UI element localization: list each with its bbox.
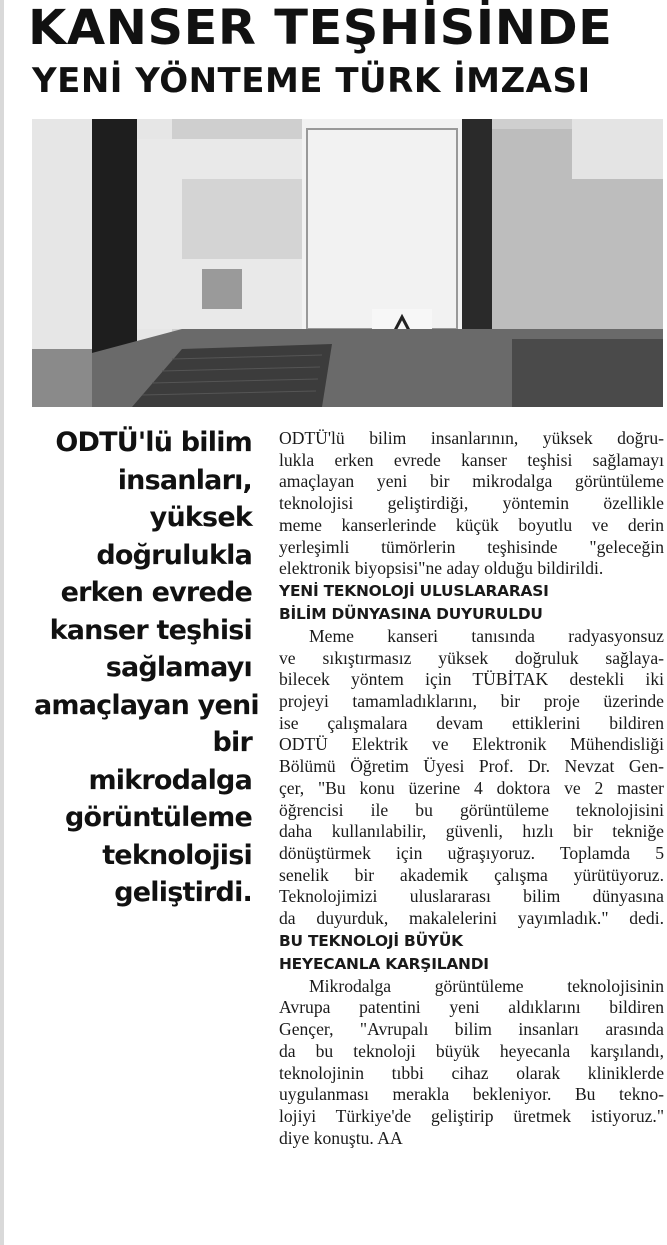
section-subheading: HEYECANLA KARŞILANDI [279,954,489,973]
headline: KANSER TEŞHİSİNDE [28,0,613,56]
body-line: öğrencisi ile bu görüntüleme teknolojisini [279,799,664,820]
body-line: Bölümü Öğretim Üyesi Prof. Dr. Nevzat Gen- [279,756,664,777]
body-line: teknolojinin tıbbi cihaz olarak kliniklerde [279,1062,664,1083]
pull-quote-line: kanser teşhisi [49,614,252,646]
body-line: senelik bir akademik çalışma yürütüyoruz. [279,864,664,885]
pull-quote-line: geliştirdi. [114,877,252,908]
body-line: ve sıkıştırmasız yüksek doğruluk sağlaya- [279,647,664,668]
pull-quote-line: mikrodalga [88,764,252,796]
pull-quote-line: görüntüleme [65,802,252,833]
body-line: çer, "Bu konu üzerine 4 doktora ve 2 master [279,777,664,798]
section-subheading: BİLİM DÜNYASINA DUYURULDU [279,604,543,623]
body-line: meme kanserlerinde küçük boyutlu ve derin [279,514,664,535]
pull-quote-line: insanları, [117,464,252,496]
body-line: diye konuştu. AA [279,1127,403,1148]
pull-quote-line: doğrulukla [96,539,252,571]
body-line: dönüştürmek için uğraşıyoruz. Toplamda 5 [279,842,664,863]
pull-quote-line: ODTÜ'lü bilim [55,427,252,458]
body-line: elektronik biyopsisi"ne aday olduğu bildirildi. [279,558,604,579]
body-line: daha kullanılabilir, güvenli, hızlı bir tekniğe [279,821,664,842]
body-line: lukla erken evrede kanser teşhisi sağlamayı [279,449,664,470]
body-line: Mikrodalga görüntüleme teknolojisinin [309,975,664,996]
pull-quote [34,424,259,912]
body-line: Meme kanseri tanısında radyasyonsuz [309,625,664,646]
body-line: Gençer, "Avrupalı bilim insanları arasında [279,1019,664,1040]
body-line: uygulanması merakla bekleniyor. Bu tekno- [279,1084,664,1105]
body-line: yerleşimli tümörlerin teşhisinde "geleceğin [279,536,664,557]
body-line: Teknolojimizi uluslararası bilim dünyasına [279,886,664,907]
body-line: ODTÜ'lü bilim insanlarının, yüksek doğru- [279,428,664,448]
body-line: bilecek yöntem için TÜBİTAK destekli iki [279,669,664,690]
body-line: projeyi tamamladıklarını, bir proje üzerinde [279,691,664,712]
body-line: ise çalışmalara devam ettiklerini bildiren [279,712,664,733]
body-line: Avrupa patentini yeni aldıklarını bildiren [279,997,664,1018]
body-line: amaçlayan yeni bir mikrodalga görüntüleme [279,471,664,492]
body-line: da duyurduk, makalelerini yayımladık." dedi. [279,908,664,929]
body-line: da bu teknoloji büyük heyecanla karşılandı, [279,1040,664,1061]
page-edge-rule [0,0,4,1245]
body-line: lojiyi Türkiye'de geliştirip üretmek istiyoruz." [279,1105,664,1126]
pull-quote-line: teknolojisi [102,839,252,871]
body-line: ODTÜ Elektrik ve Elektronik Mühendisliği [279,734,664,755]
pull-quote-line: yüksek [149,502,252,533]
article-body [279,428,664,1149]
subheadline: YENİ YÖNTEME TÜRK İMZASI [32,61,591,101]
pull-quote-line: erken evrede [60,577,252,608]
lab-equipment-photo-illustration [32,119,663,407]
pull-quote-line: amaçlayan yeni [34,689,259,721]
pull-quote-line: sağlamayı [105,652,252,683]
article-photo [32,119,663,407]
section-subheading: YENİ TEKNOLOJİ ULUSLARARASI [279,581,549,600]
body-line: teknolojisi geliştirdiği, yöntemin özellikle [279,493,664,514]
pull-quote-line: bir [212,727,252,758]
section-subheading: BU TEKNOLOJİ BÜYÜK [279,931,463,950]
